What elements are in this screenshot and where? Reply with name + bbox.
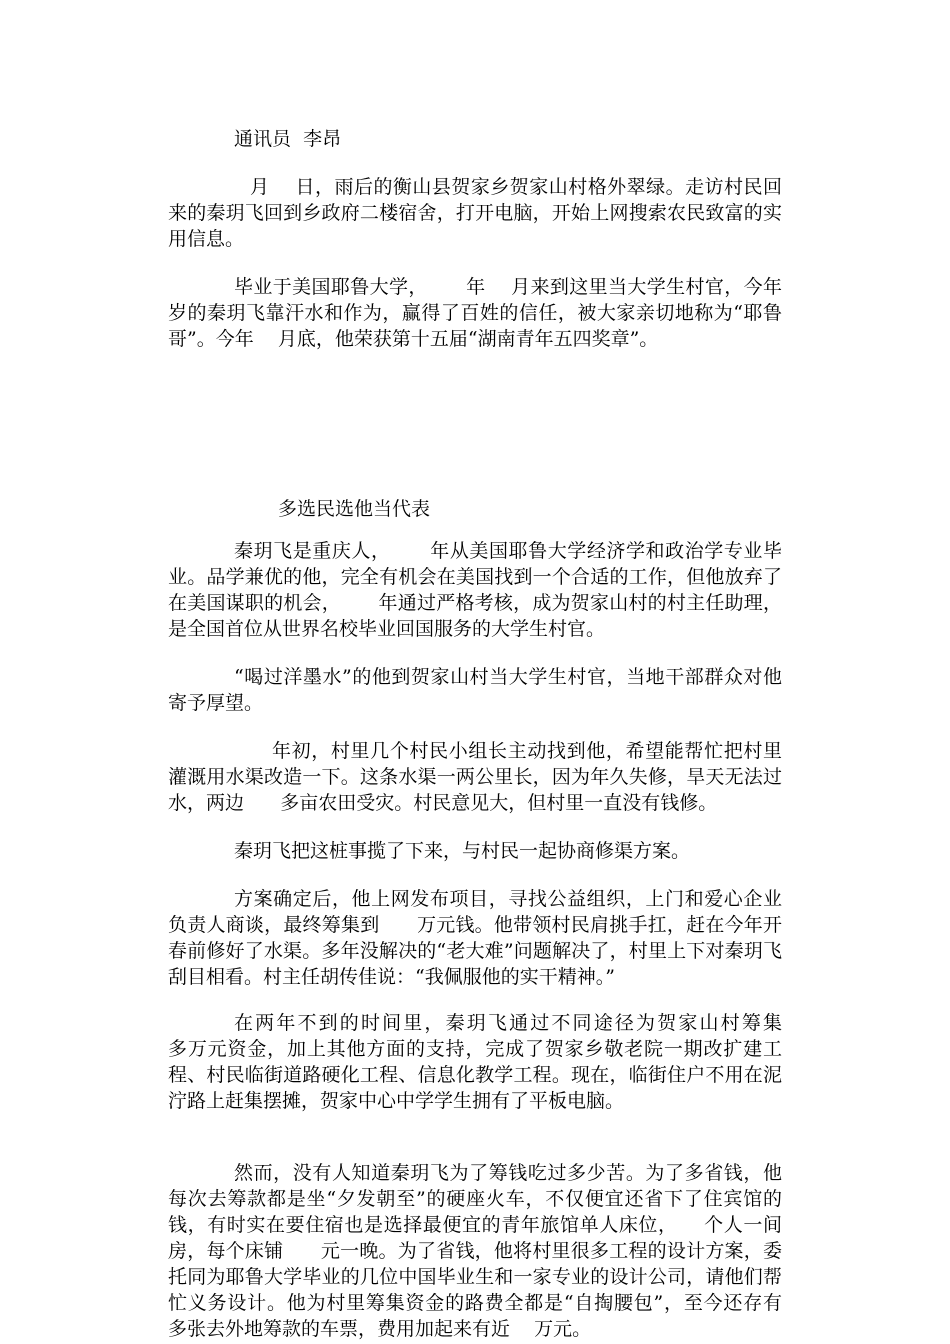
paragraph-4 xyxy=(168,664,782,716)
paragraph-text: 秦玥飞是重庆人， 年从美国耶鲁大学经济学和政治学专业毕业。品学兼优的他，完全有机会在美国找到一个合适的工作，但他放弃了在美国谋职的机会， 年通过严格考核，成为贺家山村的村主任助理，是全国首位从世界名校毕业回国服务的大学生村官。 xyxy=(168,540,782,640)
paragraph-text: 月 日，雨后的衡山县贺家乡贺家山村格外翠绿。走访村民回来的秦玥飞回到乡政府二楼宿舍，打开电脑，开始上网搜索农民致富的实用信息。 xyxy=(168,176,782,250)
paragraph-text: 在两年不到的时间里，秦玥飞通过不同途径为贺家山村筹集 多万元资金，加上其他方面的支持，完成了贺家乡敬老院一期改扩建工程、村民临街道路硬化工程、信息化教学工程。现在，临街住户不用在泥泞路上赶集摆摊，贺家中心中学学生拥有了平板电脑。 xyxy=(168,1012,819,1112)
paragraph-7 xyxy=(168,886,782,990)
paragraph-5 xyxy=(168,738,782,816)
paragraph-text: 秦玥飞把这桩事揽了下来，与村民一起协商修渠方案。 xyxy=(234,840,691,862)
paragraph-text: 年初，村里几个村民小组长主动找到他，希望能帮忙把村里灌溉用水渠改造一下。这条水渠一两公里长，因为年久失修，旱天无法过水，两边 多亩农田受灾。村民意见大，但村里一直没有钱修。 xyxy=(168,740,782,814)
byline: 通讯员 李昂 xyxy=(234,128,342,150)
section-subheading: 多选民选他当代表 xyxy=(278,498,431,520)
paragraph-text: “喝过洋墨水”的他到贺家山村当大学生村官，当地干部群众对他寄予厚望。 xyxy=(168,666,782,714)
paragraph-text: 毕业于美国耶鲁大学， 年 月来到这里当大学生村官，今年 岁的秦玥飞靠汗水和作为，赢得了百姓的信任，被大家亲切地称为“耶鲁哥”。今年 月底，他荣获第十五届“湖南青年五四奖章”。 xyxy=(168,276,807,350)
paragraph-2 xyxy=(168,274,807,352)
paragraph-1 xyxy=(168,174,782,252)
paragraph-6 xyxy=(168,838,782,864)
paragraph-9 xyxy=(168,1160,819,1342)
paragraph-3 xyxy=(168,538,782,642)
paragraph-text: 然而，没有人知道秦玥飞为了筹钱吃过多少苦。为了多省钱，他每次去筹款都是坐“夕发朝至”的硬座火车，不仅便宜还省下了住宾馆的钱，有时实在要住宿也是选择最便宜的青年旅馆单人床位， 个人一间房，每个床铺 元一晚。为了省钱，他将村里很多工程的设计方案，委托同为耶鲁大学毕业的几位中国毕业生和一家专业的设计公司，请他们帮忙义务设计。他为村里筹集资金的路费全都是“自掏腰包”，至今还存有 多张去外地筹款的车票，费用加起来有近 万元。 xyxy=(168,1162,819,1340)
paragraph-text: 方案确定后，他上网发布项目，寻找公益组织，上门和爱心企业负责人商谈，最终筹集到 万元钱。他带领村民肩挑手扛，赶在今年开春前修好了水渠。多年没解决的“老大难”问题解决了，村里上下对秦玥飞刮目相看。村主任胡传佳说：“我佩服他的实干精神。” xyxy=(168,888,782,988)
paragraph-8 xyxy=(168,1010,819,1114)
